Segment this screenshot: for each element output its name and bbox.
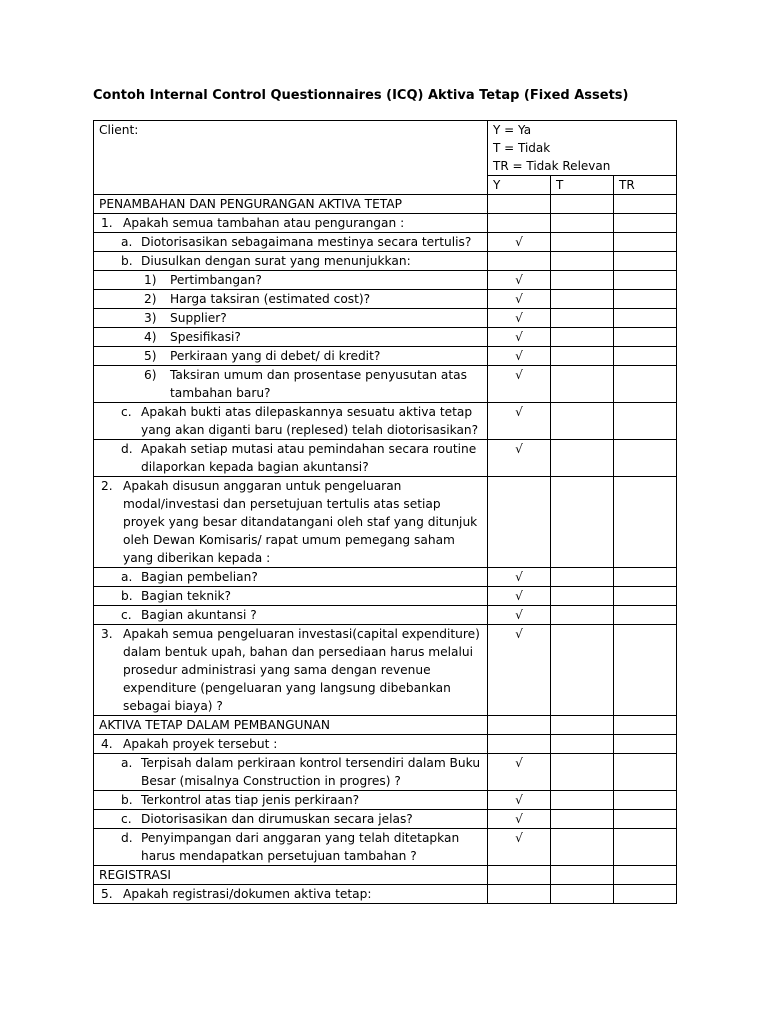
icq-table-body: [94, 121, 677, 904]
answer-t-cell: [551, 606, 614, 625]
question-item: [99, 233, 482, 251]
question-item: [99, 309, 482, 327]
question-row: [94, 271, 677, 290]
answer-y-cell: [488, 716, 551, 735]
col-header-tr: TR: [614, 176, 677, 195]
question-cell: [94, 347, 488, 366]
question-cell: [94, 885, 488, 904]
question-item: [99, 587, 482, 605]
question-row: [94, 233, 677, 252]
question-text: Taksiran umum dan prosentase penyusutan atas tambahan baru?: [170, 368, 467, 400]
answer-y-cell: [488, 214, 551, 233]
legend-tidak: T = Tidak: [493, 141, 551, 155]
question-text: Spesifikasi?: [170, 330, 241, 344]
answer-tr-cell: [614, 195, 677, 214]
question-row: [94, 735, 677, 754]
question-number: 1): [144, 273, 157, 287]
question-item: [99, 366, 482, 402]
question-number: a.: [121, 235, 133, 249]
answer-t-cell: [551, 347, 614, 366]
answer-t-cell: [551, 195, 614, 214]
question-row: [94, 587, 677, 606]
answer-tr-cell: [614, 716, 677, 735]
question-item: [99, 885, 482, 903]
answer-y-cell: √: [488, 810, 551, 829]
answer-t-cell: [551, 440, 614, 477]
answer-t-cell: [551, 271, 614, 290]
question-cell: [94, 791, 488, 810]
question-text: Supplier?: [170, 311, 227, 325]
answer-y-cell: √: [488, 606, 551, 625]
question-row: [94, 347, 677, 366]
answer-tr-cell: [614, 587, 677, 606]
question-number: c.: [121, 405, 132, 419]
question-text: Terkontrol atas tiap jenis perkiraan?: [141, 793, 360, 807]
question-row: [94, 754, 677, 791]
question-text: Diusulkan dengan surat yang menunjukkan:: [141, 254, 411, 268]
answer-tr-cell: [614, 233, 677, 252]
col-header-y: Y: [488, 176, 551, 195]
question-item: [99, 347, 482, 365]
question-item: [99, 328, 482, 346]
question-text: Harga taksiran (estimated cost)?: [170, 292, 371, 306]
question-cell: [94, 290, 488, 309]
answer-t-cell: [551, 309, 614, 328]
question-row: [94, 829, 677, 866]
question-item: [99, 477, 482, 567]
question-row: [94, 568, 677, 587]
legend-cell: [488, 121, 677, 176]
answer-tr-cell: [614, 403, 677, 440]
answer-y-cell: √: [488, 366, 551, 403]
answer-tr-cell: [614, 347, 677, 366]
answer-t-cell: [551, 625, 614, 716]
answer-tr-cell: [614, 328, 677, 347]
answer-tr-cell: [614, 810, 677, 829]
question-number: 2.: [101, 479, 113, 493]
question-number: d.: [121, 442, 133, 456]
answer-tr-cell: [614, 866, 677, 885]
answer-t-cell: [551, 754, 614, 791]
question-item: [99, 290, 482, 308]
question-cell: [94, 810, 488, 829]
question-item: [99, 735, 482, 753]
answer-t-cell: [551, 403, 614, 440]
question-cell: [94, 271, 488, 290]
question-number: b.: [121, 793, 133, 807]
legend-tidak-relevan: TR = Tidak Relevan: [493, 159, 611, 173]
question-item: [99, 606, 482, 624]
answer-tr-cell: [614, 290, 677, 309]
question-text: Bagian pembelian?: [141, 570, 258, 584]
question-text: Apakah setiap mutasi atau pemindahan secara routine dilaporkan kepada bagian akuntansi?: [141, 442, 477, 474]
question-number: a.: [121, 570, 133, 584]
answer-tr-cell: [614, 252, 677, 271]
answer-y-cell: [488, 735, 551, 754]
question-cell: [94, 309, 488, 328]
question-number: 2): [144, 292, 157, 306]
question-cell: [94, 328, 488, 347]
question-number: 1.: [101, 216, 113, 230]
answer-tr-cell: [614, 309, 677, 328]
answer-y-cell: √: [488, 290, 551, 309]
question-text: Bagian akuntansi ?: [141, 608, 257, 622]
answer-t-cell: [551, 290, 614, 309]
question-item: [99, 403, 482, 439]
question-cell: [94, 866, 488, 885]
question-cell: [94, 440, 488, 477]
question-item: [99, 271, 482, 289]
question-cell: [94, 716, 488, 735]
answer-t-cell: [551, 233, 614, 252]
question-cell: [94, 233, 488, 252]
question-number: 4.: [101, 737, 113, 751]
question-number: b.: [121, 254, 133, 268]
question-number: d.: [121, 831, 133, 845]
question-number: c.: [121, 608, 132, 622]
question-cell: [94, 829, 488, 866]
answer-tr-cell: [614, 440, 677, 477]
answer-y-cell: [488, 252, 551, 271]
question-cell: [94, 568, 488, 587]
client-label: Client:: [99, 123, 139, 137]
question-cell: [94, 754, 488, 791]
question-cell: [94, 587, 488, 606]
answer-tr-cell: [614, 271, 677, 290]
answer-y-cell: √: [488, 791, 551, 810]
question-text: Apakah bukti atas dilepaskannya sesuatu aktiva tetap yang akan diganti baru (replesed) telah diotorisasikan?: [141, 405, 479, 437]
question-number: 3.: [101, 627, 113, 641]
question-number: c.: [121, 812, 132, 826]
answer-tr-cell: [614, 568, 677, 587]
question-text: Apakah semua pengeluaran investasi(capital expenditure) dalam bentuk upah, bahan dan persediaan harus melalui prosedur administrasi yang sama dengan revenue expenditure (pengeluaran yang langsung dibebankan sebagai biaya) ?: [123, 627, 480, 713]
question-number: 6): [144, 368, 157, 382]
question-row: [94, 252, 677, 271]
question-item: [99, 754, 482, 790]
question-cell: [94, 366, 488, 403]
question-row: [94, 885, 677, 904]
question-cell: [94, 606, 488, 625]
question-text: Diotorisasikan dan dirumuskan secara jelas?: [141, 812, 413, 826]
answer-tr-cell: [614, 625, 677, 716]
question-row: [94, 791, 677, 810]
answer-t-cell: [551, 568, 614, 587]
answer-y-cell: √: [488, 440, 551, 477]
answer-y-cell: √: [488, 625, 551, 716]
legend-ya: Y = Ya: [493, 123, 532, 137]
section-heading: PENAMBAHAN DAN PENGURANGAN AKTIVA TETAP: [99, 197, 402, 211]
question-row: [94, 440, 677, 477]
answer-tr-cell: [614, 735, 677, 754]
question-item: [99, 568, 482, 586]
answer-t-cell: [551, 587, 614, 606]
question-cell: [94, 403, 488, 440]
question-text: Apakah semua tambahan atau pengurangan :: [123, 216, 405, 230]
question-cell: [94, 735, 488, 754]
question-text: Terpisah dalam perkiraan kontrol tersendiri dalam Buku Besar (misalnya Construction in progres) ?: [141, 756, 481, 788]
question-text: Bagian teknik?: [141, 589, 231, 603]
section-row: [94, 716, 677, 735]
question-row: [94, 403, 677, 440]
answer-t-cell: [551, 885, 614, 904]
answer-tr-cell: [614, 477, 677, 568]
answer-y-cell: √: [488, 403, 551, 440]
answer-y-cell: √: [488, 271, 551, 290]
question-item: [99, 625, 482, 715]
section-heading: REGISTRASI: [99, 868, 172, 882]
question-number: 3): [144, 311, 157, 325]
question-number: 5): [144, 349, 157, 363]
question-row: [94, 214, 677, 233]
answer-y-cell: [488, 885, 551, 904]
answer-y-cell: √: [488, 829, 551, 866]
answer-y-cell: [488, 866, 551, 885]
answer-t-cell: [551, 735, 614, 754]
answer-t-cell: [551, 791, 614, 810]
answer-y-cell: [488, 477, 551, 568]
answer-y-cell: √: [488, 328, 551, 347]
section-row: [94, 866, 677, 885]
question-text: Perkiraan yang di debet/ di kredit?: [170, 349, 381, 363]
answer-t-cell: [551, 252, 614, 271]
question-item: [99, 829, 482, 865]
answer-t-cell: [551, 716, 614, 735]
answer-y-cell: √: [488, 347, 551, 366]
question-row: [94, 606, 677, 625]
answer-t-cell: [551, 866, 614, 885]
answer-tr-cell: [614, 366, 677, 403]
question-row: [94, 366, 677, 403]
icq-table: [93, 120, 677, 904]
answer-y-cell: √: [488, 754, 551, 791]
question-row: [94, 328, 677, 347]
question-item: [99, 252, 482, 270]
question-cell: [94, 252, 488, 271]
answer-t-cell: [551, 810, 614, 829]
answer-tr-cell: [614, 885, 677, 904]
section-row: [94, 195, 677, 214]
answer-y-cell: √: [488, 233, 551, 252]
answer-y-cell: √: [488, 587, 551, 606]
section-heading: AKTIVA TETAP DALAM PEMBANGUNAN: [99, 718, 331, 732]
question-text: Penyimpangan dari anggaran yang telah ditetapkan harus mendapatkan persetujuan tambahan ?: [141, 831, 460, 863]
question-number: 5.: [101, 887, 113, 901]
answer-tr-cell: [614, 791, 677, 810]
question-text: Apakah registrasi/dokumen aktiva tetap:: [123, 887, 372, 901]
question-text: Apakah disusun anggaran untuk pengeluaran modal/investasi dan persetujuan tertulis atas setiap proyek yang besar ditandatangani oleh staf yang ditunjuk oleh Dewan Komisaris/ rapat umum pemegang saham yang diberikan kepada :: [123, 479, 478, 565]
question-row: [94, 477, 677, 568]
answer-y-cell: √: [488, 309, 551, 328]
answer-t-cell: [551, 477, 614, 568]
answer-y-cell: [488, 195, 551, 214]
question-row: [94, 309, 677, 328]
question-cell: [94, 477, 488, 568]
answer-t-cell: [551, 366, 614, 403]
question-text: Apakah proyek tersebut :: [123, 737, 278, 751]
client-cell: [94, 121, 488, 195]
answer-t-cell: [551, 829, 614, 866]
answer-t-cell: [551, 328, 614, 347]
answer-tr-cell: [614, 754, 677, 791]
question-text: Pertimbangan?: [170, 273, 262, 287]
question-cell: [94, 195, 488, 214]
answer-y-cell: √: [488, 568, 551, 587]
answer-t-cell: [551, 214, 614, 233]
question-row: [94, 810, 677, 829]
answer-tr-cell: [614, 606, 677, 625]
question-item: [99, 810, 482, 828]
answer-tr-cell: [614, 829, 677, 866]
question-item: [99, 214, 482, 232]
answer-tr-cell: [614, 214, 677, 233]
question-row: [94, 290, 677, 309]
document-title: Contoh Internal Control Questionnaires (ICQ) Aktiva Tetap (Fixed Assets): [93, 88, 629, 103]
question-number: b.: [121, 589, 133, 603]
question-number: 4): [144, 330, 157, 344]
client-header-row: [94, 121, 677, 176]
question-cell: [94, 214, 488, 233]
question-row: [94, 625, 677, 716]
col-header-t: T: [551, 176, 614, 195]
question-item: [99, 791, 482, 809]
question-item: [99, 440, 482, 476]
question-cell: [94, 625, 488, 716]
question-text: Diotorisasikan sebagaimana mestinya secara tertulis?: [141, 235, 472, 249]
question-number: a.: [121, 756, 133, 770]
